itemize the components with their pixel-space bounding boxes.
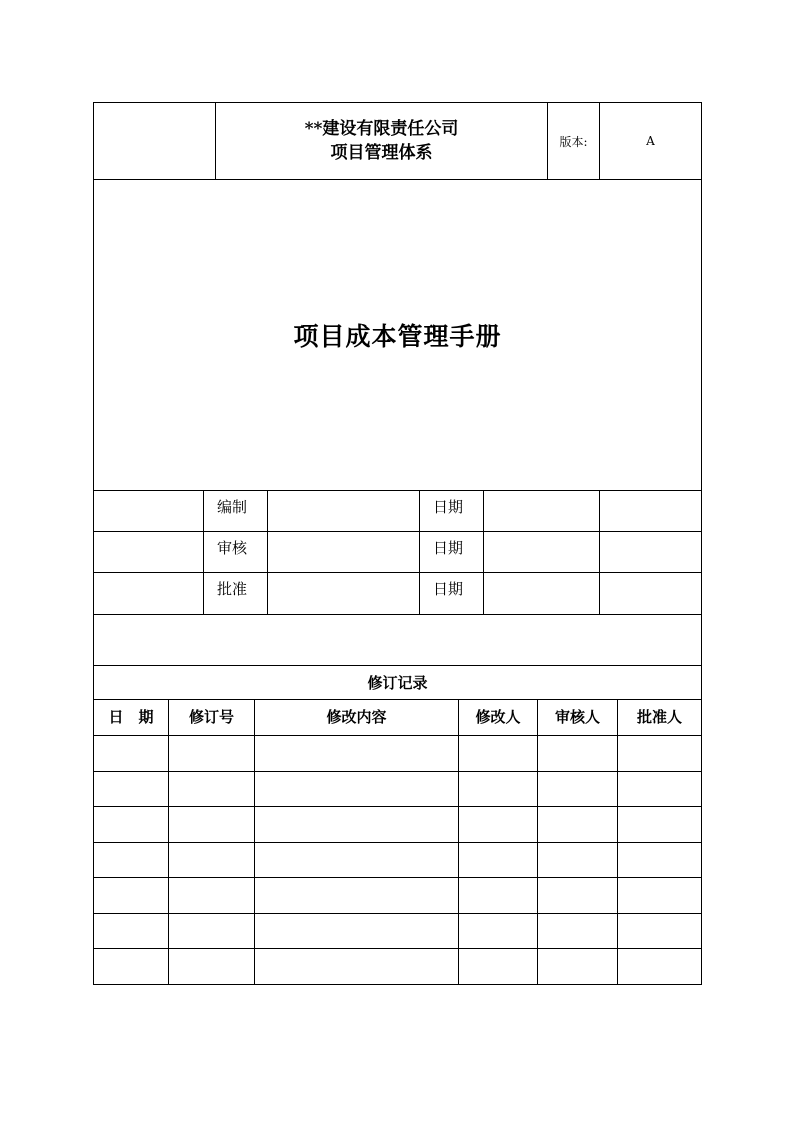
divider [483, 490, 484, 614]
column-header-revision-no: 修订号 [188, 708, 234, 726]
column-header-approved-by: 批准人 [636, 708, 682, 726]
column-header-modified-by: 修改人 [475, 708, 521, 726]
table-row-divider [94, 913, 701, 914]
table-row-divider [94, 877, 701, 878]
divider [419, 490, 420, 614]
date-label-reviewed: 日期 [433, 538, 464, 557]
company-block [216, 103, 547, 179]
system-name: 项目管理体系 [330, 143, 433, 163]
divider [94, 531, 701, 532]
role-label-reviewed: 审核 [217, 538, 248, 557]
divider [599, 490, 600, 614]
version-label: 版本: [559, 134, 588, 149]
divider [267, 490, 268, 614]
company-name: **建设有限责任公司 [304, 119, 459, 139]
column-header-date: 日 期 [108, 708, 154, 726]
divider [94, 490, 701, 491]
table-row-divider [94, 806, 701, 807]
column-header-reviewed-by: 审核人 [554, 708, 600, 726]
version-value: A [646, 134, 655, 148]
table-row-divider [94, 842, 701, 843]
date-label-approved: 日期 [433, 579, 464, 598]
table-row-divider [94, 735, 701, 736]
divider [203, 490, 204, 614]
table-row-divider [94, 948, 701, 949]
revision-section-title: 修订记录 [367, 674, 428, 692]
role-label-prepared: 编制 [217, 497, 248, 516]
divider [94, 572, 701, 573]
date-label-prepared: 日期 [433, 497, 464, 516]
document-title: 项目成本管理手册 [293, 322, 502, 351]
table-row-divider [94, 771, 701, 772]
divider [94, 614, 701, 615]
document-frame [93, 102, 702, 985]
column-header-content: 修改内容 [326, 708, 387, 726]
role-label-approved: 批准 [217, 579, 248, 598]
